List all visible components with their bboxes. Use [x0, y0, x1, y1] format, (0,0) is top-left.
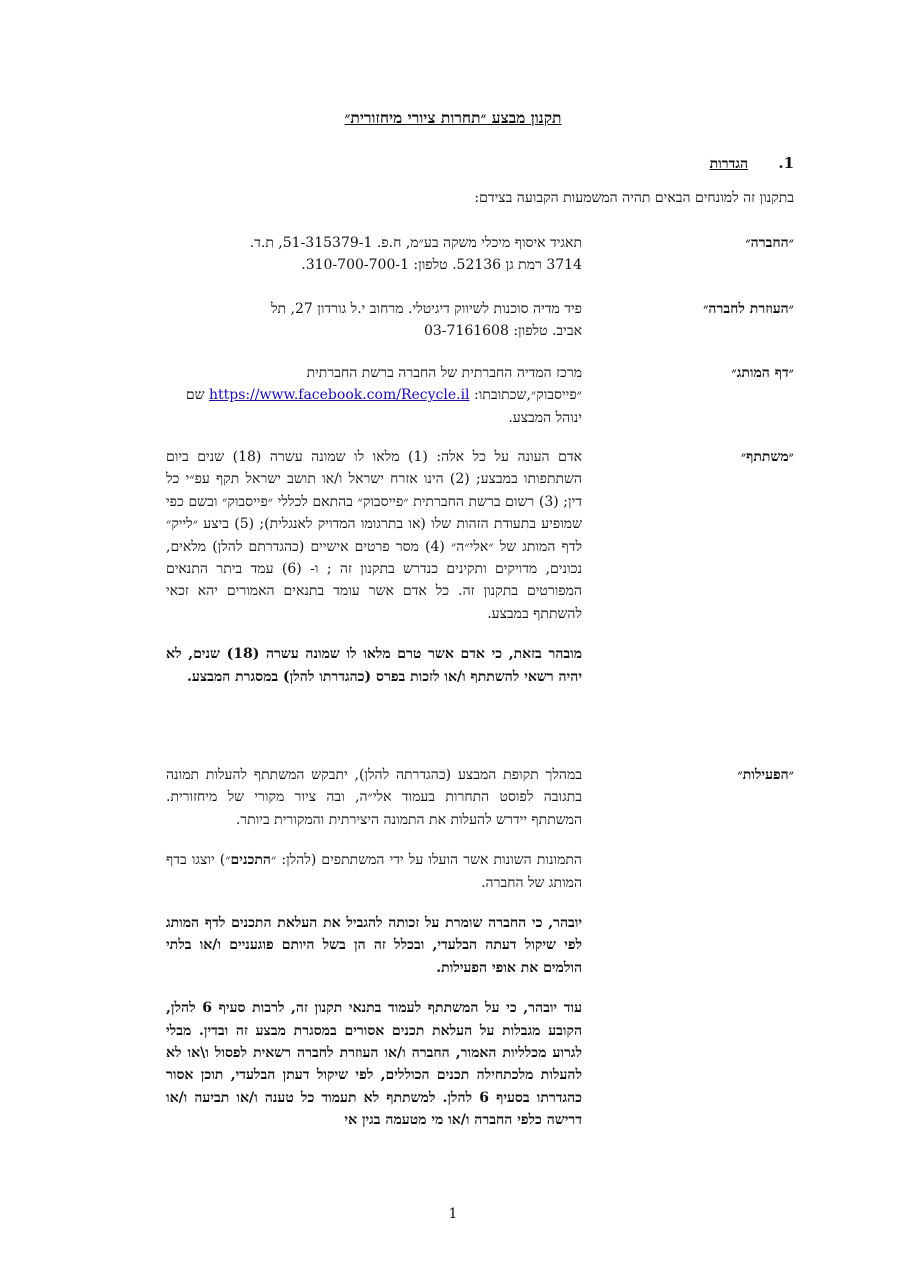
definition-line: מרכז המדיה החברתית של החברה ברשת החברתית	[306, 365, 582, 381]
paragraph-bold-part: התכנים	[230, 852, 271, 869]
definition-line: תאגיד איסוף מיכלי משקה בע״מ, ח.פ. 51-315379-1, ת.ד.	[249, 235, 582, 251]
definition-text	[166, 232, 582, 277]
definition-paragraph: במהלך תקופת המבצע (כהגדרתה להלן), יתבקש המשתתף להעלות תמונה בתגובה לפוסט התחרות בעמוד אלי״ה, ובה ציור מקורי של מיחזורית. המשתתף יידרש להעלות את התמונה היצירתית והמקורית ביותר.	[166, 767, 582, 828]
definition-bold-paragraph: עוד יובהר, כי על המשתתף לעמוד בתנאי תקנון זה, לרבות סעיף 6 להלן, הקובע מגבלות על העלאת תכנים אסורים במסגרת מבצע זה ובדין. מבלי לגרוע מכלליות האמור, החברה ו/או העוזרת לחברה רשאית לפסול ו\או לא להעלות מלכתחילה תכנים הכוללים, לפי שיקול דעתן הבלעדי, תוכן אסור כהגדרתו בסעיף 6 להלן. למשתתף לא תעמוד כל טענה ו/או תביעה ו/או דרישה כלפי החברה ו/או מי מטעמה בגין אי	[166, 1000, 582, 1129]
definition-line: ינוהל המבצע.	[508, 409, 582, 426]
definition-text	[166, 446, 582, 702]
definition-line-part: ״פייסבוק״,שכתובתו:	[469, 387, 582, 404]
paragraph-part: התמונות השונות אשר הועלו על ידי המשתתפים (להלן: ״	[270, 852, 582, 869]
definition-line: אביב. טלפון: 03-7161608	[423, 323, 582, 340]
intro-text: בתקנון זה למונחים הבאים תהיה המשמעות הקבועה בצידם:	[474, 190, 794, 206]
facebook-link[interactable]: https://www.facebook.com/Recycle.il	[208, 387, 470, 404]
definition-term: ״משתתף״	[740, 449, 794, 465]
definition-line: פיד מדיה סוכנות לשיווק דיגיטלי. מרחוב י.ל גורדון 27, תל	[270, 301, 582, 317]
definition-term: ״דף המותג״	[731, 365, 794, 381]
section-title: הגדרות	[709, 156, 748, 172]
definition-bold-paragraph: מובהר בזאת, כי אדם אשר טרם מלאו לו שמונה עשרה (18) שנים, לא יהיה רשאי להשתתף ו/או לזכות בפרס (כהגדרתו להלן) במסגרת המבצע.	[166, 646, 582, 685]
definition-paragraph: אדם העונה על כל אלה: (1) מלאו לו שמונה עשרה (18) שנים ביום השתתפותו במבצע; (2) הינו אזרח ישראל ו/או תושב ישראל תקף עפ״י כל דין; (3) רשום ברשת החברתית ״פייסבוק״ בהתאם לכללי ״פייסבוק״ ובשם כפי שמופיע בתעודת הזהות שלו (או בתרגומו המדויק לאנגלית); (5) ביצע ״לייק״ לדף המותג של ״אלי״ה״ (4) מסר פרטים אישיים (כהגדרתם להלן) מלאים, נכונים, מדויקים ותקינים כנדרש בתקנון זה ; ו- (6) עמד ביתר התנאים המפורטים בתקנון זה. כל אדם אשר עומד בתנאים האמורים יהא זכאי להשתתף במבצע.	[166, 449, 583, 622]
definition-term: ״העוזרת לחברה״	[703, 301, 794, 317]
page-number: 1	[448, 1206, 458, 1222]
definition-text	[166, 362, 582, 429]
definition-term: ״החברה״	[745, 235, 794, 251]
definition-line: 3714 רמת גן 52136. טלפון: 310-700-700-1.	[301, 257, 582, 274]
definition-text	[166, 298, 582, 343]
definition-line	[166, 384, 582, 406]
document-title: תקנון מבצע ״תחרות ציורי מיחזורית״	[344, 108, 562, 127]
definition-line-part: שם	[185, 387, 209, 404]
paragraph-part: ״) יוצגו בדף המותג של החברה.	[166, 852, 582, 891]
section-number: 1.	[778, 154, 794, 172]
definition-text	[166, 764, 582, 1146]
definition-paragraph	[166, 849, 582, 894]
definition-bold-paragraph: יובהר, כי החברה שומרת על זכותה להגביל את העלאת התכנים לדף המותג לפי שיקול דעתה הבלעדי, ובכלל זה הן בשל היותם פוגעניים ו/או בלתי הולמים את אופי הפעילות.	[166, 915, 582, 976]
definition-term: ״הפעילות״	[737, 767, 794, 783]
section-heading	[710, 154, 794, 173]
